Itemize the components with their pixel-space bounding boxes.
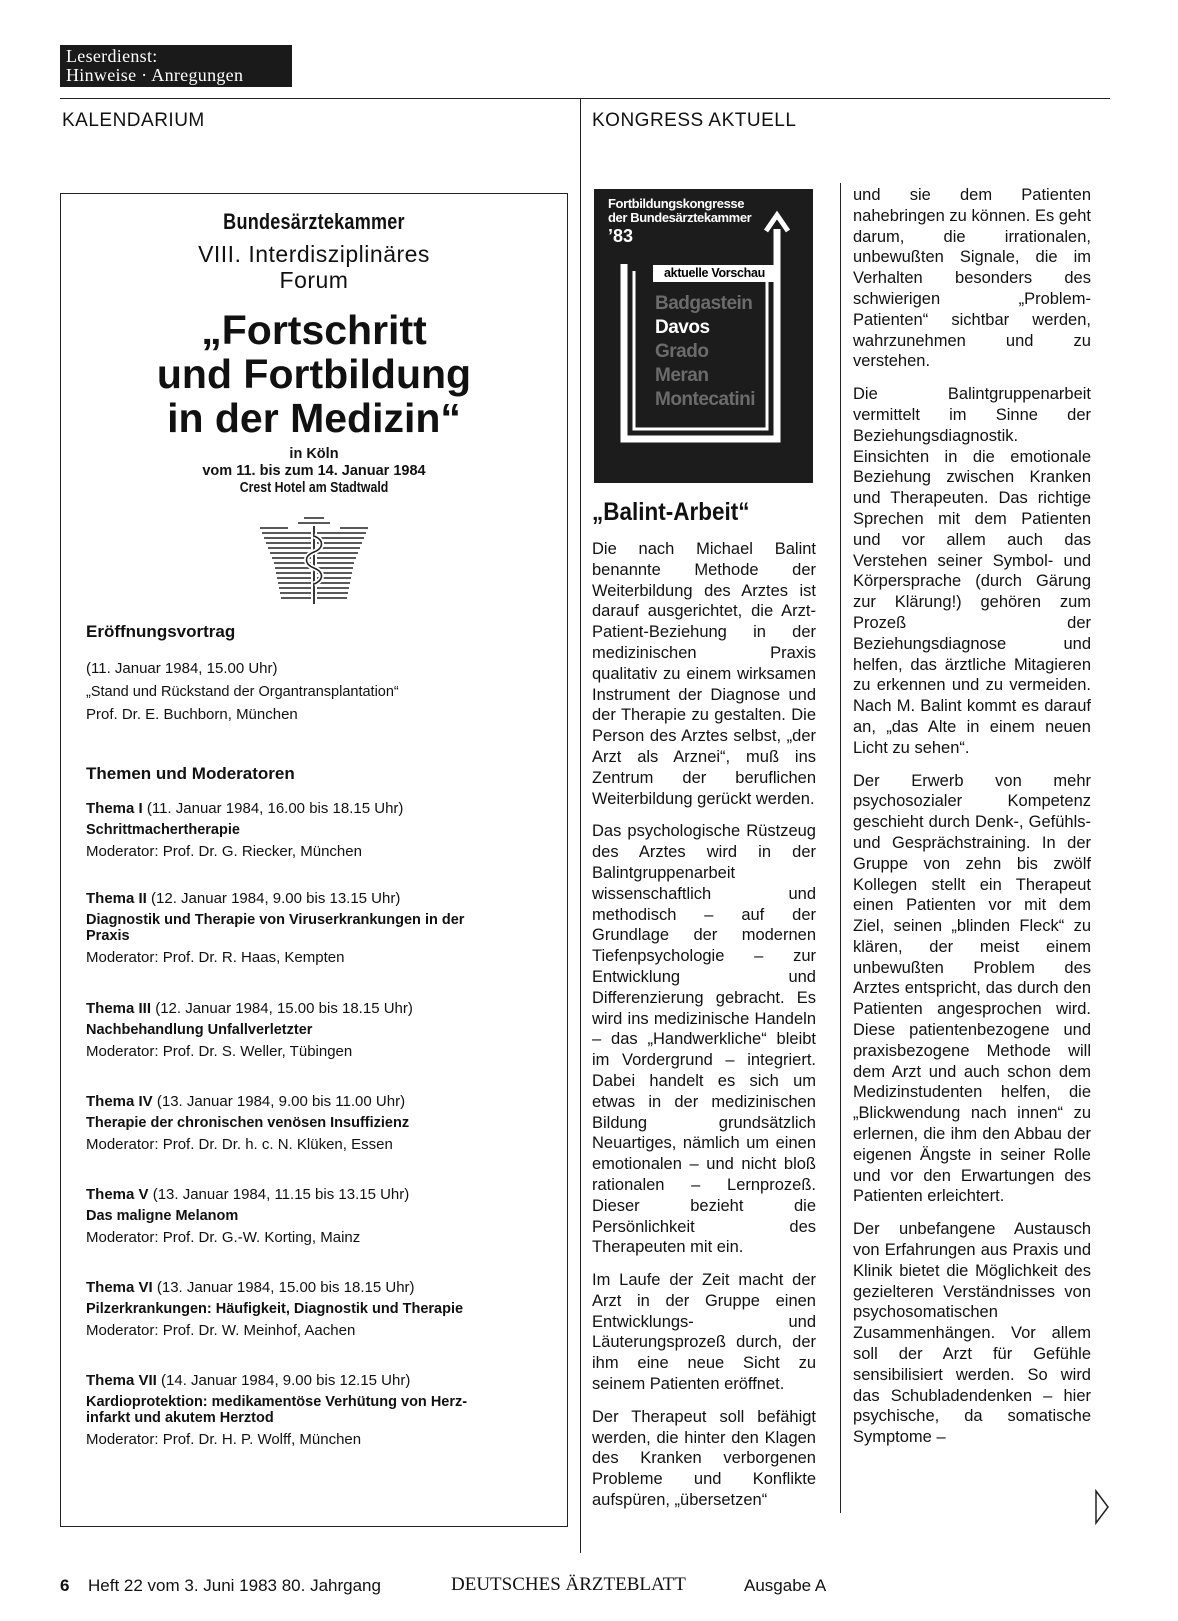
congress-line-2: der Bundesärztekammer — [608, 210, 752, 225]
theme-time: (13. Januar 1984, 15.00 bis 18.15 Uhr) — [152, 1279, 415, 1296]
article-paragraph: Im Laufe der Zeit macht der Arzt in der Gruppe einen Entwicklungs- und Läuterungsprozeß durch, der ihm eine neue Sicht zu seinem Patienten eröffnet. — [592, 1271, 816, 1394]
theme-label: Thema III — [86, 1000, 152, 1017]
theme-topic: Schrittmachertherapie — [86, 822, 240, 838]
city-badgastein: Badgastein — [655, 293, 753, 314]
theme-moderator: Moderator: Prof. Dr. H. P. Wolff, München — [86, 1431, 362, 1448]
article-column-rule — [840, 183, 841, 1513]
theme-label: Thema V — [86, 1186, 149, 1203]
theme-topic: Therapie der chronischen venösen Insuffizienz — [86, 1115, 410, 1131]
theme-label: Thema VII — [86, 1372, 157, 1389]
edition: Ausgabe A — [744, 1576, 827, 1595]
page-number: 6 — [60, 1576, 70, 1595]
left-section-label: KALENDARIUM — [62, 110, 205, 131]
theme-time: (12. Januar 1984, 15.00 bis 18.15 Uhr) — [151, 1000, 413, 1017]
theme-item — [86, 1279, 546, 1339]
event-venue: Crest Hotel am Stadtwald — [239, 480, 389, 496]
column-divider — [580, 98, 581, 1553]
article-column-1 — [592, 539, 816, 1523]
opening-speaker: Prof. Dr. E. Buchborn, München — [86, 706, 298, 723]
theme-item — [86, 1372, 546, 1448]
article-paragraph: und sie dem Patienten nahebringen zu können. Es geht darum, die irrationalen, unbewußten Signale, die im Verhalten besonders des schwierigen „Problem-Patienten“ sichtbar werden, wahrzunehmen und zu verstehen. — [853, 186, 1091, 371]
theme-topic: Nachbehandlung Unfallverletzter — [86, 1022, 313, 1038]
congress-year: ’83 — [608, 226, 634, 246]
themes-heading: Themen und Moderatoren — [86, 764, 295, 783]
article-paragraph: Die Balintgruppenarbeit vermittelt im Sinne der Beziehungsdiagnostik. Einsichten in die emotionale Beziehung zwischen Kranken und Therapeuten. Das richtige Sprechen mit dem Patienten und vor allem auch das Verstehen seiner Symbol- und Körpersprache (durch Gärung zur Klärung!) gehören zum Prozeß der Beziehungsdiagnose und helfen, das ärztliche Mitagieren zu erkennen und zu vermeiden. Nach M. Balint kommt es darauf an, „das Alte in einem neuen Licht zu sehen“. — [853, 385, 1091, 757]
event-dates: vom 11. bis zum 14. Januar 1984 — [202, 463, 426, 479]
theme-moderator: Moderator: Prof. Dr. G. Riecker, München — [86, 843, 362, 860]
title-line-2: und Fortbildung — [156, 351, 472, 397]
article-paragraph: Die nach Michael Balint benannte Methode der Weiterbildung des Arztes ist darauf ausgerichtet, die Arzt-Patient-Beziehung in der medizinischen Praxis qualitativ zu einem wirksamen Instrument der Diagnose und der Therapie zu gestalten. Die Person des Arztes selbst, „der Arzt als Arznei“, muß ins Zentrum der beruflichen Weiterbildung gerückt werden. — [592, 540, 816, 808]
theme-topic-cont: infarkt und akutem Herztod — [86, 1410, 274, 1426]
congress-line-1: Fortbildungskongresse — [608, 196, 745, 211]
theme-item — [86, 1000, 546, 1060]
theme-time: (11. Januar 1984, 16.00 bis 18.15 Uhr) — [142, 800, 404, 817]
article-paragraph: Der Therapeut soll befähigt werden, die hinter den Klagen des Kranken verborgenen Probleme und Konflikte aufspüren, „übersetzen“ — [592, 1407, 816, 1510]
event-title — [60, 308, 568, 440]
theme-label: Thema IV — [86, 1093, 153, 1110]
title-line-1: „Fortschritt — [201, 307, 427, 353]
theme-topic: Kardioprotektion: medikamentöse Verhütung von Herz- — [86, 1394, 468, 1410]
theme-topic: Pilzerkrankungen: Häufigkeit, Diagnostik und Therapie — [86, 1301, 464, 1317]
article-column-2 — [853, 185, 1091, 1460]
series-line-1: VIII. Interdisziplinäres — [198, 241, 430, 267]
event-place: in Köln — [289, 446, 339, 462]
city-montecatini: Montecatini — [655, 389, 756, 410]
journal-name: DEUTSCHES ÄRZTEBLATT — [451, 1574, 686, 1595]
theme-moderator: Moderator: Prof. Dr. Dr. h. c. N. Klüken, Essen — [86, 1136, 393, 1153]
congress-graphic — [594, 189, 813, 483]
right-section-label: KONGRESS AKTUELL — [592, 110, 797, 131]
city-grado: Grado — [655, 341, 709, 362]
theme-label: Thema VI — [86, 1279, 153, 1296]
theme-moderator: Moderator: Prof. Dr. S. Weller, Tübingen — [86, 1043, 353, 1060]
theme-label: Thema I — [86, 800, 143, 817]
theme-item — [86, 1093, 546, 1153]
theme-topic-cont: Praxis — [86, 928, 130, 944]
city-davos: Davos — [655, 317, 710, 338]
theme-moderator: Moderator: Prof. Dr. R. Haas, Kempten — [86, 949, 345, 966]
theme-time: (12. Januar 1984, 9.00 bis 13.15 Uhr) — [146, 890, 401, 907]
top-rule — [60, 98, 1110, 99]
theme-label: Thema II — [86, 890, 147, 907]
badge-line-1: Leserdienst: — [66, 46, 158, 66]
theme-time: (14. Januar 1984, 9.00 bis 12.15 Uhr) — [156, 1372, 411, 1389]
city-meran: Meran — [655, 365, 709, 386]
section-badge — [60, 45, 292, 87]
continue-arrow-icon — [1094, 1489, 1110, 1525]
preview-tag: aktuelle Vorschau — [653, 265, 776, 282]
title-line-3: in der Medizin“ — [167, 395, 461, 441]
theme-moderator: Moderator: Prof. Dr. G.-W. Korting, Mainz — [86, 1229, 361, 1246]
opening-talk: „Stand und Rückstand der Organtransplantation“ — [86, 684, 399, 700]
opening-time: (11. Januar 1984, 15.00 Uhr) — [86, 660, 278, 677]
article-title: „Balint-Arbeit“ — [592, 498, 750, 526]
aesculapius-emblem-icon — [260, 514, 368, 606]
theme-topic: Das maligne Melanom — [86, 1208, 239, 1224]
theme-item — [86, 1186, 546, 1246]
badge-line-2: Hinweise · Anregungen — [66, 65, 244, 85]
theme-item — [86, 890, 546, 966]
opening-heading: Eröffnungsvortrag — [86, 622, 236, 641]
theme-time: (13. Januar 1984, 9.00 bis 11.00 Uhr) — [152, 1093, 406, 1110]
series-line-2: Forum — [279, 267, 349, 293]
organizer: Bundesärztekammer — [223, 209, 405, 234]
article-paragraph: Das psychologische Rüstzeug des Arztes wird in der Balintgruppenarbeit wissenschaftlich und methodisch – auf der Grundlage der modernen Tiefenpsychologie – zur Entwicklung und Differenzierung gebracht. Es wird ins medizinische Handeln – das „Handwerkliche“ bleibt im Vordergrund – integriert. Dabei handelt es sich um etwas in der medizinischen Bildung grundsätzlich Neuartiges, nämlich um einen emotionalen – und nicht bloß rationalen – Lernprozeß. Dieser bezieht die Persönlichkeit des Therapeuten mit ein. — [592, 822, 816, 1257]
theme-item — [86, 800, 546, 860]
article-paragraph: Der unbefangene Austausch von Erfahrungen aus Praxis und Klinik bietet die Möglichkeit des gezielteren Verständnisses von psychosomatischen Zusammenhängen. Vor allem soll der Arzt für Gefühle sensibilisiert werden. So wird das Schubladendenken – hier psychische, da somatische Symptome – — [853, 1220, 1091, 1447]
theme-time: (13. Januar 1984, 11.15 bis 13.15 Uhr) — [148, 1186, 410, 1203]
issue-info: Heft 22 vom 3. Juni 1983 80. Jahrgang — [88, 1576, 381, 1595]
article-paragraph: Der Erwerb von mehr psychosozialer Kompetenz geschieht durch Denk-, Gefühls- und Gesprächstraining. In der Gruppe von zehn bis zwölf Kollegen stellt ein Therapeut einen Patienten vor mit dem Ziel, seinen „blinden Fleck“ zu klären, der meist einem unbewußten Problem des Arztes entspricht, das durch den Patienten angesprochen wird. Diese patientenbezogene und praxisbezogene Methode will dem Arzt und auch schon dem Medizinstudenten helfen, die „Blickwendung nach innen“ zu erlernen, die ihm den Abbau der eigenen Ängste in seiner Rolle und vor den Erwartungen des Patienten erleichtert. — [853, 771, 1091, 1206]
theme-moderator: Moderator: Prof. Dr. W. Meinhof, Aachen — [86, 1322, 356, 1339]
event-header — [60, 209, 568, 497]
theme-topic: Diagnostik und Therapie von Viruserkrankungen in der — [86, 912, 465, 928]
